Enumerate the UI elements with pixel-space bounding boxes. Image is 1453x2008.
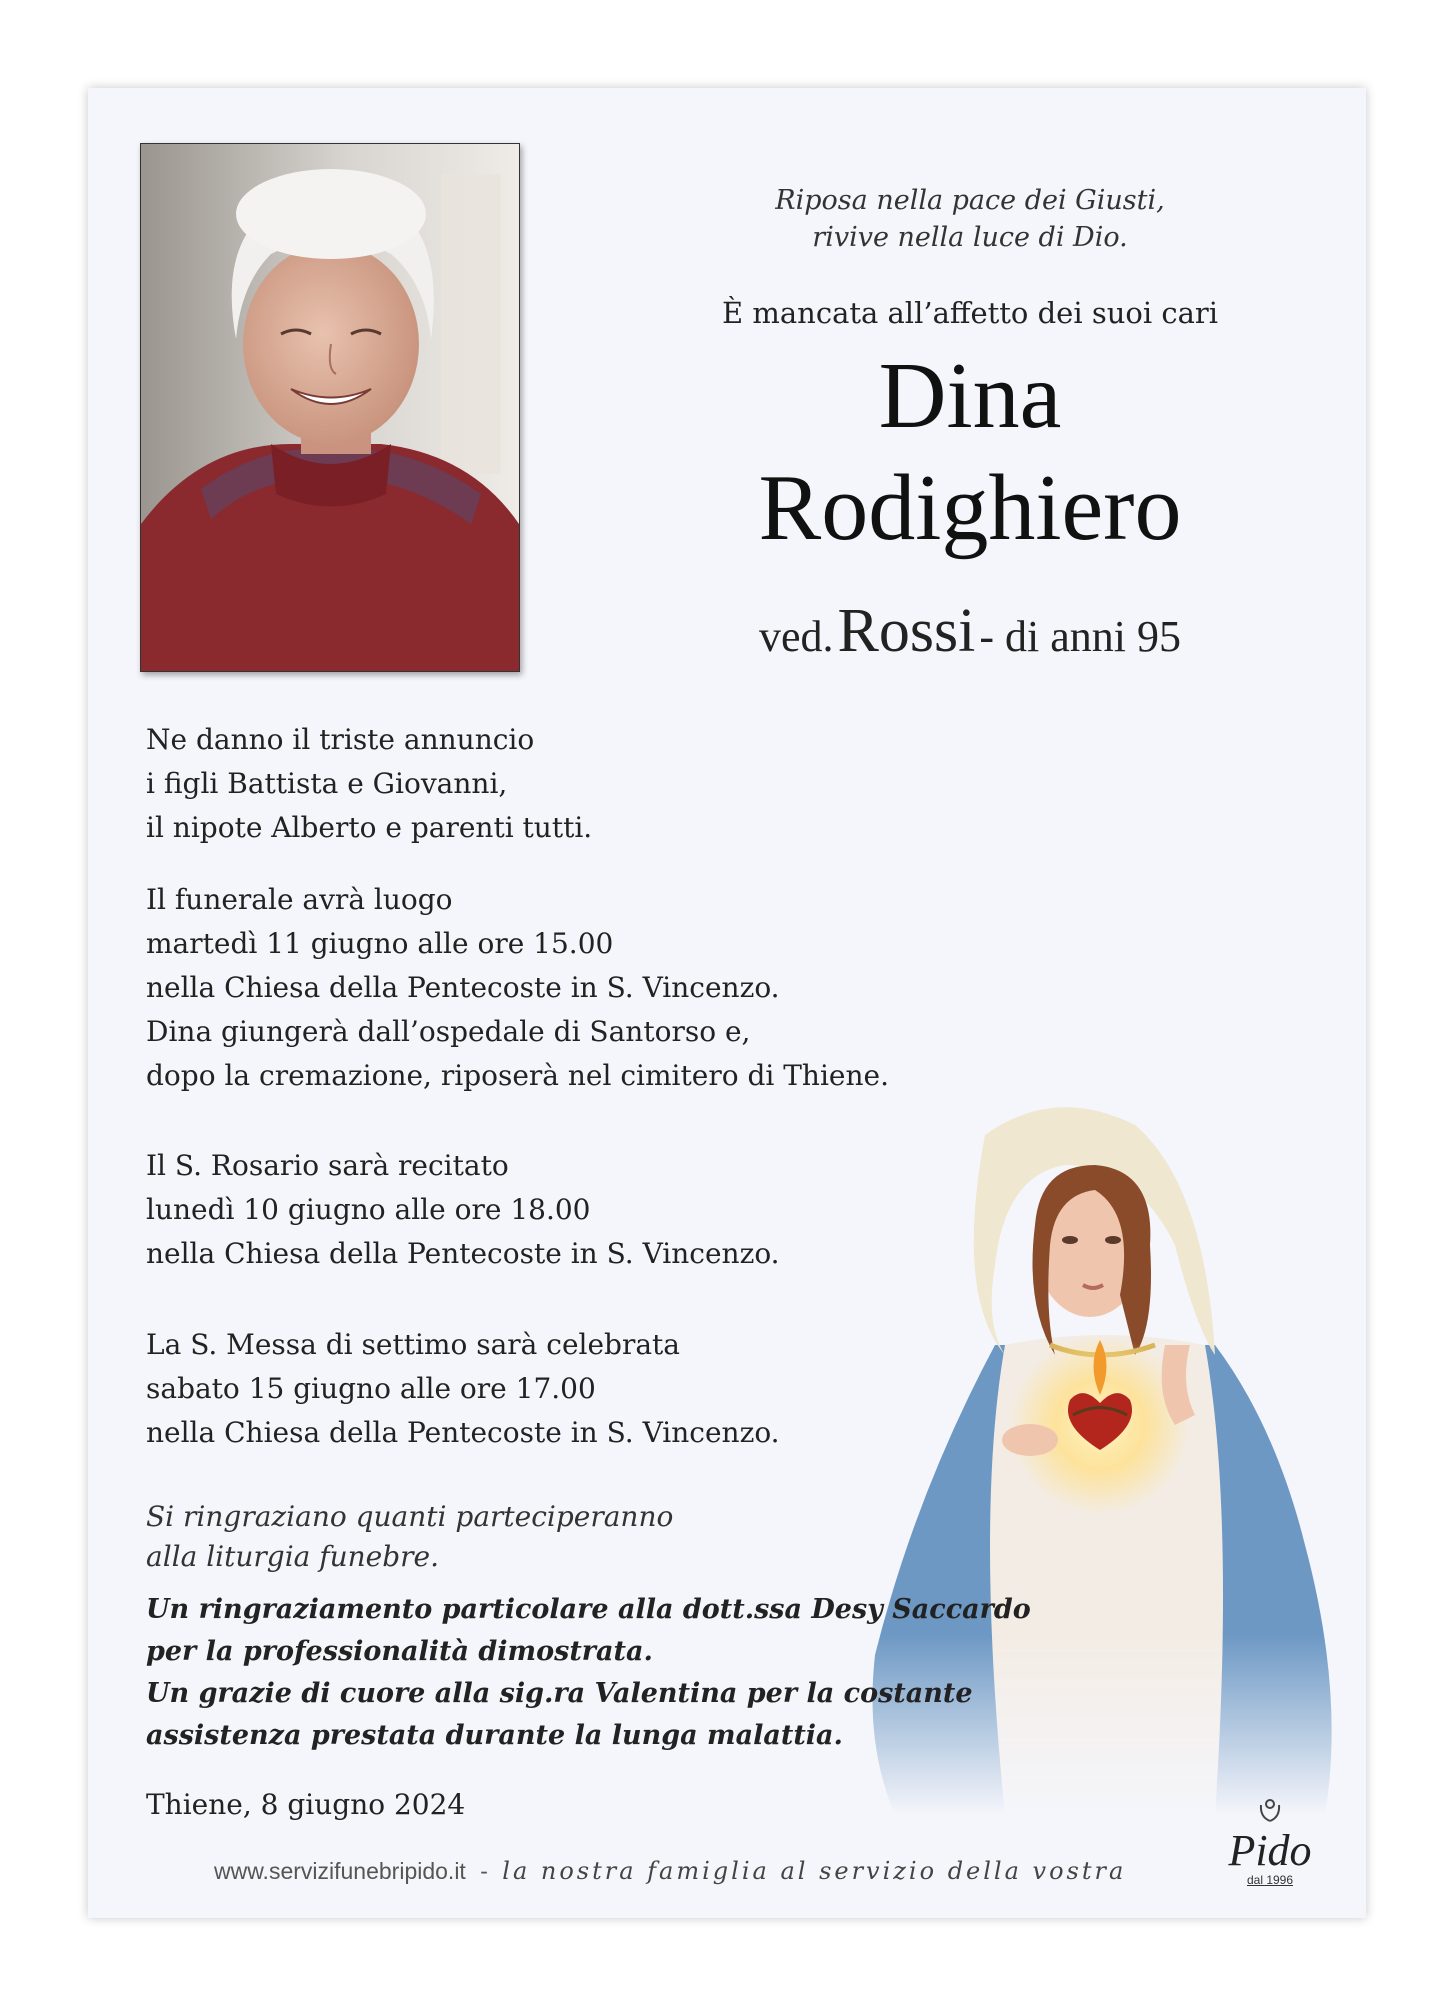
funeral-paragraph <box>146 878 889 1098</box>
epitaph-line: rivive nella luce di Dio. <box>812 222 1128 253</box>
funeral-line: martedì 11 giugno alle ore 15.00 <box>146 927 614 960</box>
logo-since: dal 1996 <box>1246 1873 1294 1887</box>
age-text: - di anni 95 <box>979 612 1181 661</box>
rosary-line: nella Chiesa della Pentecoste in S. Vincenzo. <box>146 1237 780 1270</box>
mass-line: nella Chiesa della Pentecoste in S. Vincenzo. <box>146 1416 780 1449</box>
deceased-subtitle <box>640 596 1300 667</box>
special-thanks <box>146 1589 1031 1757</box>
epitaph-quote <box>640 182 1300 256</box>
general-thanks-line: Si ringraziano quanti parteciperanno <box>146 1500 674 1533</box>
announcement-line: i figli Battista e Giovanni, <box>146 767 508 800</box>
footer-tagline: la nostra famiglia al servizio della vostra <box>502 1857 1127 1885</box>
website-link[interactable]: www.servizifunebripido.it <box>214 1858 466 1884</box>
pido-logo <box>1210 1795 1330 1887</box>
funeral-line: Dina giungerà dall’ospedale di Santorso e, <box>146 1015 751 1048</box>
rosary-line: Il S. Rosario sarà recitato <box>146 1149 509 1182</box>
special-thanks-line: assistenza prestata durante la lunga malattia. <box>146 1720 843 1751</box>
special-thanks-line: Un grazie di cuore alla sig.ra Valentina per la costante <box>146 1678 973 1709</box>
general-thanks <box>146 1497 673 1577</box>
deceased-last-name: Rodighiero <box>758 456 1182 560</box>
place-date: Thiene, 8 giugno 2024 <box>146 1788 466 1821</box>
logo-name: Pido <box>1228 1826 1312 1875</box>
intro-line: È mancata all’affetto dei suoi cari <box>721 296 1219 330</box>
general-thanks-line: alla liturgia funebre. <box>146 1540 440 1573</box>
mass-paragraph <box>146 1323 780 1455</box>
funeral-line: nella Chiesa della Pentecoste in S. Vincenzo. <box>146 971 780 1004</box>
deceased-first-name: Dina <box>878 344 1062 448</box>
footer-separator: - <box>480 1858 488 1884</box>
funeral-line: Il funerale avrà luogo <box>146 883 453 916</box>
announcement-line: il nipote Alberto e parenti tutti. <box>146 811 593 844</box>
rosary-line: lunedì 10 giugno alle ore 18.00 <box>146 1193 591 1226</box>
funeral-line: dopo la cremazione, riposerà nel cimitero di Thiene. <box>146 1059 889 1092</box>
announcement-line: Ne danno il triste annuncio <box>146 723 535 756</box>
announcement-paragraph <box>146 718 592 850</box>
married-name: Rossi <box>837 597 976 665</box>
widow-prefix: ved. <box>758 612 834 661</box>
footer-line <box>214 1857 1126 1885</box>
deceased-photo <box>140 143 520 672</box>
rosary-paragraph <box>146 1144 780 1276</box>
special-thanks-line: per la professionalità dimostrata. <box>146 1636 653 1667</box>
special-thanks-line: Un ringraziamento particolare alla dott.ssa Desy Saccardo <box>146 1594 1031 1625</box>
epitaph-line: Riposa nella pace dei Giusti, <box>775 185 1165 216</box>
mass-line: sabato 15 giugno alle ore 17.00 <box>146 1372 596 1405</box>
wreath-icon <box>1255 1795 1285 1825</box>
mass-line: La S. Messa di settimo sarà celebrata <box>146 1328 680 1361</box>
